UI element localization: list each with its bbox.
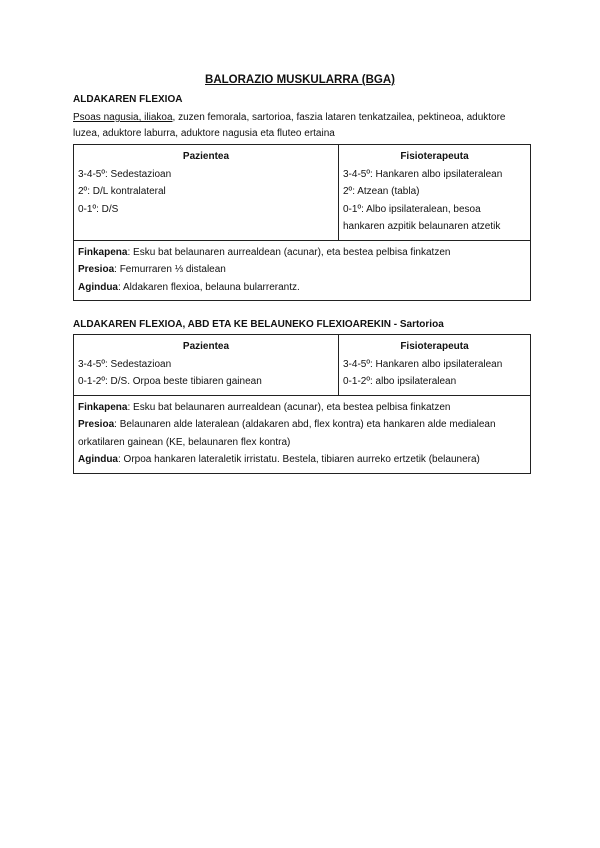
muscles-underlined: Psoas nagusia, iliakoa xyxy=(73,112,173,123)
page-title: BALORAZIO MUSKULARRA (BGA) xyxy=(205,74,395,86)
command-label: Agindua xyxy=(78,281,118,293)
patient-line: 2º: D/L kontralateral xyxy=(78,186,166,197)
fix-text: : Esku bat belaunaren aurrealdean (acunar), eta bestea pelbisa finkatzen xyxy=(127,401,451,413)
section2-patient-cell xyxy=(74,335,339,396)
therapist-line: hankaren azpitik belaunaren atzetik xyxy=(343,221,501,232)
fix-label: Finkapena xyxy=(78,246,128,258)
section1-table xyxy=(73,144,531,301)
command-text: : Orpoa hankaren lateraletik irristatu. Bestela, tibiaren aurreko ertzetik (belaunera) xyxy=(118,454,480,465)
section1-muscle-list xyxy=(73,110,533,142)
command-text: : Aldakaren flexioa, belauna bularrerantz. xyxy=(118,281,300,293)
therapist-header: Fisioterapeuta xyxy=(400,151,469,162)
patient-line: 0-1-2º: D/S. Orpoa beste tibiaren gainean xyxy=(78,376,262,387)
pressure-text: : Belaunaren alde lateralean (aldakaren abd, flex kontra) eta hankaren alde medialean orkatilaren gainean (KE, belaunaren flex kontra) xyxy=(78,419,496,448)
command-label: Agindua xyxy=(78,454,118,465)
section1-heading: ALDAKAREN FLEXIOA xyxy=(73,94,183,105)
fix-label: Finkapena xyxy=(78,401,128,413)
therapist-line: 0-1-2º: albo ipsilateralean xyxy=(343,376,457,387)
fix-text: : Esku bat belaunaren aurrealdean (acunar), eta bestea pelbisa finkatzen xyxy=(127,246,451,258)
section1-instructions-cell xyxy=(74,240,531,301)
section2-instructions-cell xyxy=(74,395,531,473)
patient-line: 0-1º: D/S xyxy=(78,203,119,215)
pressure-label: Presioa xyxy=(78,419,115,430)
therapist-line: 2º: Atzean (tabla) xyxy=(343,186,420,197)
pressure-text: : Femurraren ⅓ distalean xyxy=(114,264,226,275)
patient-line: 3-4-5º: Sedestazioan xyxy=(78,358,172,370)
section2-table xyxy=(73,334,531,474)
section1-patient-cell xyxy=(74,145,339,241)
muscles-rest: , zuzen femorala, sartorioa, faszia lataren tenkatzailea, pektineoa, aduktore luzea, aduktore laburra, aduktore nagusia eta fluteo ertaina xyxy=(73,112,506,139)
section1-therapist-cell xyxy=(339,145,531,241)
section2-therapist-cell xyxy=(339,335,531,396)
therapist-line: 0-1º: Albo ipsilateralean, besoa xyxy=(343,203,481,215)
patient-line: 3-4-5º: Sedestazioan xyxy=(78,168,172,180)
therapist-header: Fisioterapeuta xyxy=(400,341,469,352)
therapist-line: 3-4-5º: Hankaren albo ipsilateralean xyxy=(343,168,503,180)
section2-heading: ALDAKAREN FLEXIOA, ABD ETA KE BELAUNEKO FLEXIOAREKIN - Sartorioa xyxy=(73,319,444,330)
patient-header: Pazientea xyxy=(182,341,230,352)
therapist-line: 3-4-5º: Hankaren albo ipsilateralean xyxy=(343,358,503,370)
patient-header: Pazientea xyxy=(182,151,230,162)
pressure-label: Presioa xyxy=(78,264,115,275)
